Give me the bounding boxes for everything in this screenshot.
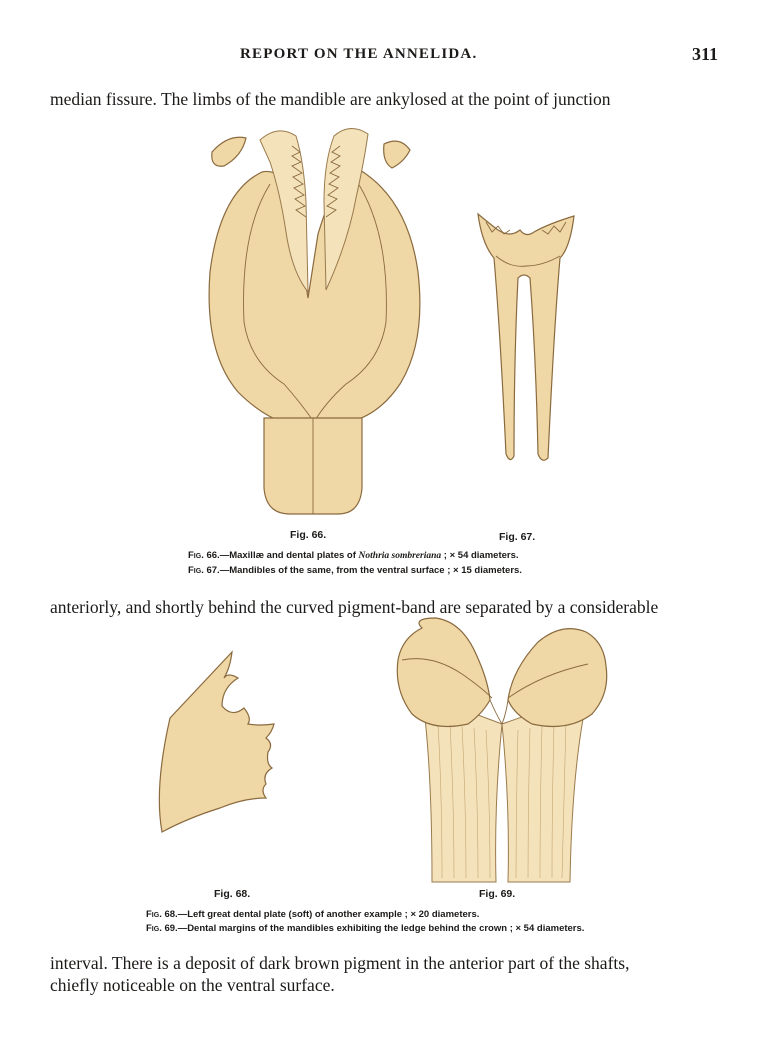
figure-66-label: Fig. 66. (290, 529, 327, 541)
caption-68-prefix: Fig. 68. (146, 909, 178, 920)
caption-66-text-a: —Maxillæ and dental plates of (219, 550, 359, 561)
figure-69-label: Fig. 69. (479, 888, 516, 900)
figure-68-illustration (148, 648, 288, 848)
caption-figure-68 (146, 909, 479, 920)
caption-67-prefix: Fig. 67. (188, 565, 220, 576)
caption-66-prefix: Fig. 66. (188, 550, 220, 561)
body-text-line-3: interval. There is a deposit of dark brown pigment in the anterior part of the shafts, (50, 953, 630, 973)
figure-69-illustration (392, 614, 614, 886)
caption-69-text: —Dental margins of the mandibles exhibiting the ledge behind the crown ; × 54 diameters. (177, 923, 585, 934)
figure-66-illustration (200, 122, 430, 522)
caption-66-text-b: ; × 54 diameters. (441, 550, 519, 561)
caption-68-text: —Left great dental plate (soft) of another example ; × 20 diameters. (177, 909, 480, 920)
running-head (0, 42, 776, 68)
running-title: REPORT ON THE ANNELIDA. (240, 46, 478, 62)
figure-67-illustration (470, 208, 580, 468)
caption-66-species: Nothria sombreriana (358, 551, 442, 561)
caption-figure-67 (188, 565, 522, 576)
page-number: 311 (692, 44, 719, 64)
body-text-line-4: chiefly noticeable on the ventral surface. (50, 975, 335, 995)
caption-67-text: —Mandibles of the same, from the ventral surface ; × 15 diameters. (219, 565, 522, 576)
body-text-line-2: anteriorly, and shortly behind the curved pigment-band are separated by a considerable (50, 597, 659, 617)
caption-figure-66 (188, 550, 519, 561)
figure-67-label: Fig. 67. (499, 531, 536, 543)
caption-69-prefix: Fig. 69. (146, 923, 178, 934)
caption-figure-69 (146, 923, 584, 934)
figure-68-label: Fig. 68. (214, 888, 251, 900)
body-text-line-1: median fissure. The limbs of the mandible are ankylosed at the point of junction (50, 89, 611, 109)
